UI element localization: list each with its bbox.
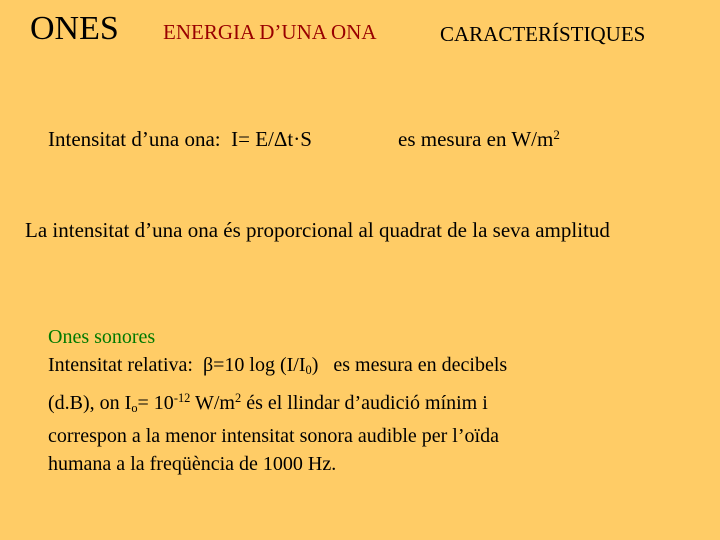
sonorous-line-3: correspon a la menor intensitat sonora audible per l’oïda: [48, 425, 499, 447]
subtitle-energy: ENERGIA D’UNA ONA: [163, 20, 377, 44]
sonorous-heading: Ones sonores: [48, 326, 156, 348]
decibel-formula: β=10 log (I/I: [202, 354, 306, 376]
subtitle-characteristics: CARACTERÍSTIQUES: [440, 22, 646, 46]
threshold-unit-exponent: 2: [234, 391, 242, 406]
intensity-definition: [48, 127, 312, 152]
intensity-label: Intensitat d’una ona:: [48, 127, 221, 151]
sonorous-section: [48, 323, 507, 478]
threshold-subscript: o: [131, 401, 138, 415]
intensity-formula: I= E/Δt·S: [231, 127, 312, 151]
threshold-prefix: (d.B), on I: [48, 391, 132, 414]
threshold-unit: W/m: [190, 391, 235, 414]
relative-intensity-label: Intensitat relativa:: [48, 354, 193, 376]
formula-close: ): [311, 354, 319, 376]
sonorous-line-4: humana a la freqüència de 1000 Hz.: [48, 453, 337, 475]
unit-text: es mesura en W/m: [398, 127, 554, 152]
proportional-statement: La intensitat d’una ona és proporcional al quadrat de la seva amplitud: [25, 218, 610, 242]
formula-subscript: 0: [305, 363, 312, 378]
page-title: ONES: [30, 10, 119, 47]
threshold-description: és el llindar d’audició mínim i: [241, 391, 488, 414]
unit-exponent: 2: [553, 127, 560, 142]
threshold-value: = 10: [137, 391, 174, 414]
sonorous-line-1: [48, 351, 507, 384]
decibel-note: es mesura en decibels: [333, 354, 508, 376]
intensity-unit-note: [398, 127, 560, 152]
threshold-exponent: -12: [173, 391, 191, 406]
sonorous-line-2: [48, 384, 507, 422]
